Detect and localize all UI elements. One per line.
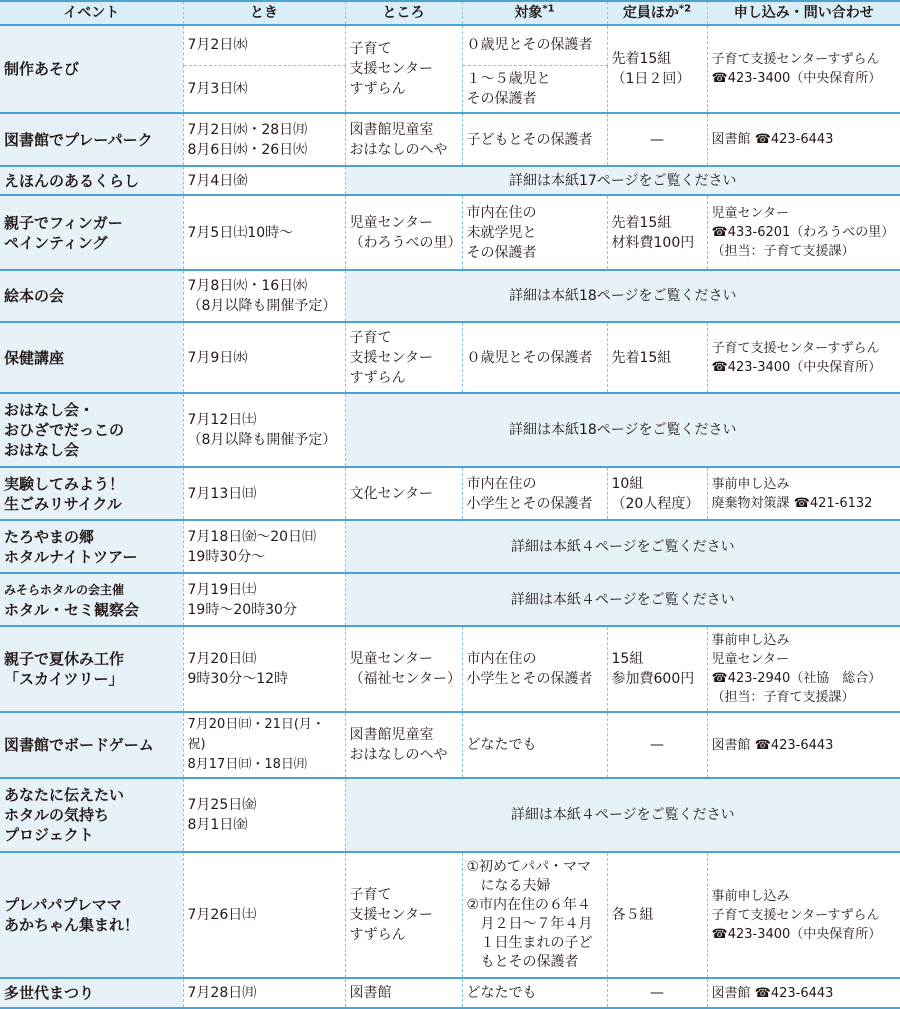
event-venue: 子育て 支援センター すずらん (345, 852, 462, 978)
event-date: 7月18日㈮～20日㈰ 19時30分～ (183, 520, 345, 573)
event-venue: 文化センター (345, 467, 462, 520)
event-contact: 図書館 ☎423-6443 (707, 978, 900, 1008)
event-name: 絵本の会 (0, 270, 183, 322)
event-name: たろやまの郷 ホタルナイトツアー (0, 520, 183, 573)
event-target: ０歳児とその保護者 (462, 25, 607, 65)
event-target: 市内在住の 小学生とその保護者 (462, 626, 607, 712)
event-capacity: 先着15組 （1日２回） (607, 25, 707, 113)
event-venue: 児童センター （わろうべの里） (345, 195, 462, 270)
event-date: 7月2日㈬・28日㈪ 8月6日㈬・26日㈫ (183, 113, 345, 166)
event-capacity: 15組 参加費600円 (607, 626, 707, 712)
table-header-row (0, 1, 900, 25)
event-target: 市内在住の 小学生とその保護者 (462, 467, 607, 520)
table-row (0, 573, 900, 626)
event-target: 市内在住の 未就学児と その保護者 (462, 195, 607, 270)
table-row (0, 25, 900, 65)
event-venue: 児童センター （福祉センター） (345, 626, 462, 712)
header-capacity: 定員ほか$^{*2}$ (607, 1, 707, 25)
event-name: あなたに伝えたい ホタルの気持ち プロジェクト (0, 778, 183, 852)
event-date: 7月8日㈫・16日㈬ （8月以降も開催予定） (183, 270, 345, 322)
table-row (0, 467, 900, 520)
header-contact: 申し込み・問い合わせ (707, 1, 900, 25)
event-venue: 図書館児童室 おはなしのへや (345, 113, 462, 166)
event-venue: 図書館 (345, 978, 462, 1008)
event-date: 7月20日㈰ 9時30分～12時 (183, 626, 345, 712)
event-date: 7月19日㈯ 19時～20時30分 (183, 573, 345, 626)
event-date: 7月20日㈰・21日(月・祝) 8月17日㈰・18日㈪ (183, 712, 345, 778)
event-target: 子どもとその保護者 (462, 113, 607, 166)
event-date: 7月5日㈯10時～ (183, 195, 345, 270)
event-target: どなたでも (462, 712, 607, 778)
event-contact: 子育て支援センターすずらん ☎423-3400（中央保育所） (707, 25, 900, 113)
event-name: 保健講座 (0, 322, 183, 393)
event-contact: 事前申し込み 子育て支援センターすずらん ☎423-3400（中央保育所） (707, 852, 900, 978)
table-row (0, 322, 900, 393)
event-target: １～５歳児と その保護者 (462, 65, 607, 113)
table-row (0, 626, 900, 712)
table-row (0, 166, 900, 195)
event-date: 7月2日㈬ (183, 25, 345, 65)
table-row (0, 520, 900, 573)
event-date: 7月28日㈪ (183, 978, 345, 1008)
event-capacity: 10組 （20人程度） (607, 467, 707, 520)
event-target: ①初めてパパ・ママ になる夫婦 ②市内在住の６年４ 月２日～７年４月 １日生まれの子ど もとその保護者 (462, 852, 607, 978)
event-venue: 子育て 支援センター すずらん (345, 322, 462, 393)
header-where: ところ (345, 1, 462, 25)
event-name: プレパパプレママ あかちゃん集まれ！ (0, 852, 183, 978)
event-contact: 事前申し込み 児童センター ☎423-2940（社協 総合） （担当：子育て支援課） (707, 626, 900, 712)
table-row (0, 393, 900, 467)
header-event: イベント (0, 1, 183, 25)
header-capacity-note: *2 (678, 3, 692, 15)
event-date: 7月9日㈬ (183, 322, 345, 393)
event-date: 7月12日㈯ （8月以降も開催予定） (183, 393, 345, 467)
event-detail-note: 詳細は本紙４ページをご覧ください (345, 778, 900, 852)
event-target: どなたでも (462, 978, 607, 1008)
table-row (0, 712, 900, 778)
event-name: 親子でフィンガー ペインティング (0, 195, 183, 270)
event-name: 多世代まつり (0, 978, 183, 1008)
event-contact: 図書館 ☎423-6443 (707, 113, 900, 166)
event-capacity: 先着15組 材料費100円 (607, 195, 707, 270)
event-contact: 子育て支援センターすずらん ☎423-3400（中央保育所） (707, 322, 900, 393)
event-detail-note: 詳細は本紙18ページをご覧ください (345, 270, 900, 322)
event-detail-note: 詳細は本紙４ページをご覧ください (345, 573, 900, 626)
event-date: 7月13日㈰ (183, 467, 345, 520)
event-name: 制作あそび (0, 25, 183, 113)
table-row (0, 195, 900, 270)
event-capacity: 先着15組 (607, 322, 707, 393)
event-detail-note: 詳細は本紙４ページをご覧ください (345, 520, 900, 573)
event-capacity: 各５組 (607, 852, 707, 978)
event-name: おはなし会・ おひざでだっこの おはなし会 (0, 393, 183, 467)
event-detail-note: 詳細は本紙17ページをご覧ください (345, 166, 900, 195)
table-row (0, 778, 900, 852)
event-contact: 事前申し込み 廃棄物対策課 ☎421-6132 (707, 467, 900, 520)
event-date: 7月3日㈭ (183, 65, 345, 113)
header-when: とき (183, 1, 345, 25)
event-capacity: — (607, 113, 707, 166)
event-capacity: — (607, 712, 707, 778)
event-organizer: みそらホタルの会主催 (4, 583, 125, 597)
event-name: 親子で夏休み工作 「スカイツリー」 (0, 626, 183, 712)
table-row (0, 113, 900, 166)
event-date: 7月26日㈯ (183, 852, 345, 978)
event-contact: 児童センター ☎433-6201（わろうべの里） （担当：子育て支援課） (707, 195, 900, 270)
header-target-note: *1 (542, 3, 555, 15)
event-name (0, 573, 183, 626)
event-title: ホタル・セミ観察会 (4, 601, 140, 619)
table-row (0, 978, 900, 1008)
event-date: 7月4日㈮ (183, 166, 345, 195)
header-target: 対象$^{*1}$ (462, 1, 607, 25)
event-name: 図書館でプレーパーク (0, 113, 183, 166)
event-name: えほんのあるくらし (0, 166, 183, 195)
event-contact: 図書館 ☎423-6443 (707, 712, 900, 778)
event-name: 実験してみよう！ 生ごみリサイクル (0, 467, 183, 520)
event-venue: 図書館児童室 おはなしのへや (345, 712, 462, 778)
event-date: 7月25日㈮ 8月1日㈮ (183, 778, 345, 852)
event-venue: 子育て 支援センター すずらん (345, 25, 462, 113)
table-row (0, 270, 900, 322)
event-capacity: — (607, 978, 707, 1008)
event-name: 図書館でボードゲーム (0, 712, 183, 778)
table-row (0, 852, 900, 978)
event-detail-note: 詳細は本紙18ページをご覧ください (345, 393, 900, 467)
event-target: ０歳児とその保護者 (462, 322, 607, 393)
